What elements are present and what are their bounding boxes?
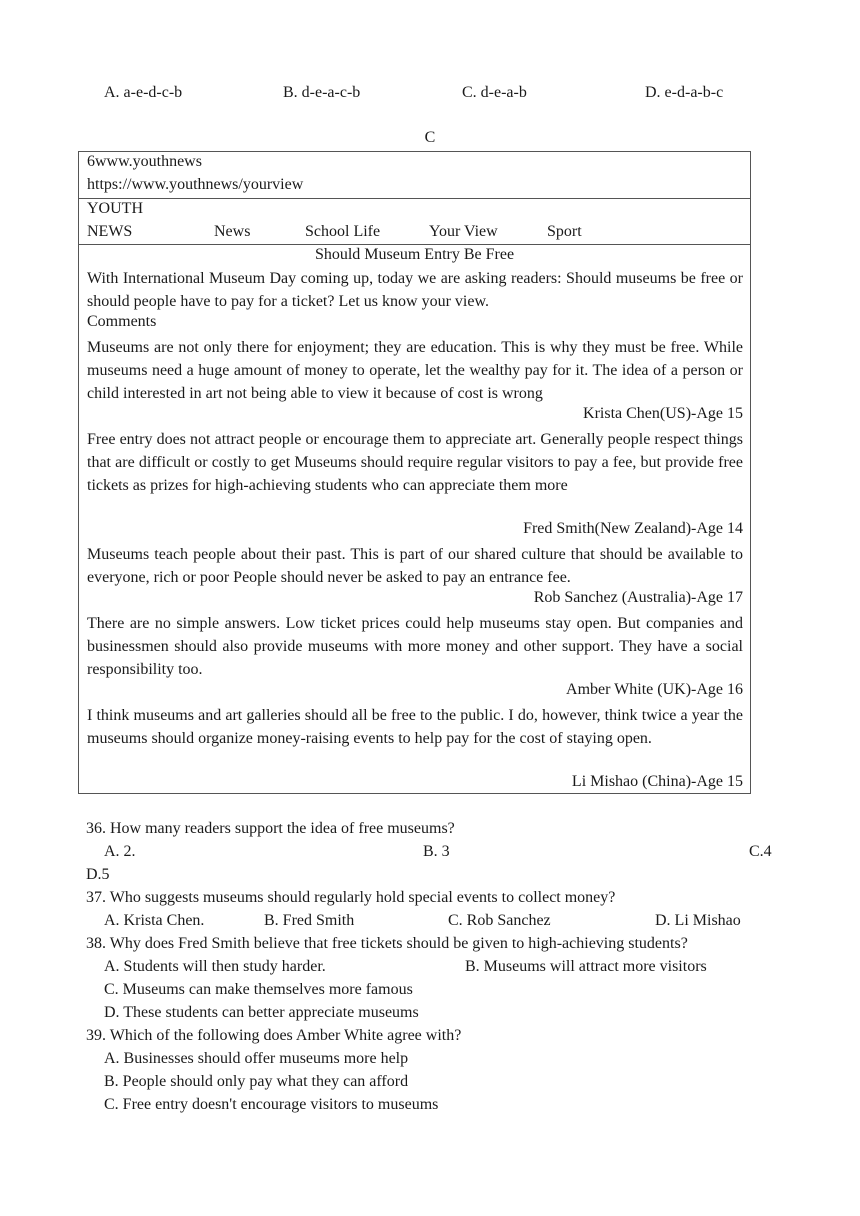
nav-item-school-life[interactable]: School Life [305, 223, 381, 240]
site-name: 6www.youthnews [87, 153, 202, 170]
divider [79, 244, 750, 245]
comment-author: Amber White (UK)-Age 16 [566, 681, 743, 698]
q37-option-d[interactable]: D. Li Mishao [655, 912, 741, 929]
nav-item-sport[interactable]: Sport [547, 223, 582, 240]
nav-item-your-view[interactable]: Your View [429, 223, 498, 240]
question-38-stem: 38. Why does Fred Smith believe that free tickets should be given to high-achieving students? [86, 935, 688, 952]
q36-option-c[interactable]: C.4 [749, 843, 772, 860]
prev-option-b: B. d-e-a-c-b [283, 84, 361, 101]
question-36-stem: 36. How many readers support the idea of free museums? [86, 820, 455, 837]
section-letter: C [424, 129, 436, 146]
q37-option-c[interactable]: C. Rob Sanchez [448, 912, 551, 929]
q38-option-b[interactable]: B. Museums will attract more visitors [465, 958, 707, 975]
brand-line-2: NEWS [87, 223, 133, 240]
q39-option-c[interactable]: C. Free entry doesn't encourage visitors to museums [104, 1096, 439, 1113]
prev-option-d: D. e-d-a-b-c [645, 84, 724, 101]
prev-option-c: C. d-e-a-b [462, 84, 527, 101]
nav-item-news[interactable]: News [214, 223, 251, 240]
prev-option-a: A. a-e-d-c-b [104, 84, 183, 101]
question-37-stem: 37. Who suggests museums should regularly hold special events to collect money? [86, 889, 616, 906]
comment-text: There are no simple answers. Low ticket prices could help museums stay open. But companies and businessmen should also provide museums with more money and other support. They have a social responsibility too. [87, 615, 743, 678]
q38-option-c[interactable]: C. Museums can make themselves more famous [104, 981, 413, 998]
q37-option-b[interactable]: B. Fred Smith [264, 912, 355, 929]
comment-text: Free entry does not attract people or encourage them to appreciate art. Generally people respect things that are difficult or costly to get Museums should require regular visitors to pay a fee, but provide free tickets as prizes for high-achieving students who can appreciate them more [87, 431, 743, 494]
comment-author: Li Mishao (China)-Age 15 [571, 773, 743, 790]
article-intro: With International Museum Day coming up, today we are asking readers: Should museums be free or should people have to pay for a ticket? Let us know your view. [87, 270, 743, 310]
question-39-stem: 39. Which of the following does Amber White agree with? [86, 1027, 462, 1044]
q38-option-d[interactable]: D. These students can better appreciate museums [104, 1004, 419, 1021]
comment-author: Rob Sanchez (Australia)-Age 17 [533, 589, 743, 606]
q36-option-b[interactable]: B. 3 [423, 843, 450, 860]
q37-option-a[interactable]: A. Krista Chen. [104, 912, 205, 929]
comment-text: I think museums and art galleries should all be free to the public. I do, however, think twice a year the museums should organize money-raising events to help pay for the cost of staying open. [87, 707, 743, 747]
brand-line-1: YOUTH [87, 200, 143, 217]
q39-option-a[interactable]: A. Businesses should offer museums more help [104, 1050, 409, 1067]
divider [79, 198, 750, 199]
comments-label: Comments [87, 313, 157, 330]
article-title: Should Museum Entry Be Free [314, 246, 515, 263]
q39-option-b[interactable]: B. People should only pay what they can afford [104, 1073, 409, 1090]
q36-option-a[interactable]: A. 2. [104, 843, 136, 860]
q38-option-a[interactable]: A. Students will then study harder. [104, 958, 326, 975]
comment-text: Museums teach people about their past. This is part of our shared culture that should be available to everyone, rich or poor People should never be asked to pay an entrance fee. [87, 546, 743, 586]
comment-author: Krista Chen(US)-Age 15 [583, 405, 743, 422]
q36-option-d[interactable]: D.5 [86, 866, 110, 883]
site-url: https://www.youthnews/yourview [87, 176, 304, 193]
comment-author: Fred Smith(New Zealand)-Age 14 [523, 520, 743, 537]
webpage-box [78, 151, 751, 794]
comment-text: Museums are not only there for enjoyment; they are education. This is why they must be free. While museums need a huge amount of money to operate, let the wealthy pay for it. The idea of a person or child interested in art not being able to view it because of cost is wrong [87, 339, 743, 402]
